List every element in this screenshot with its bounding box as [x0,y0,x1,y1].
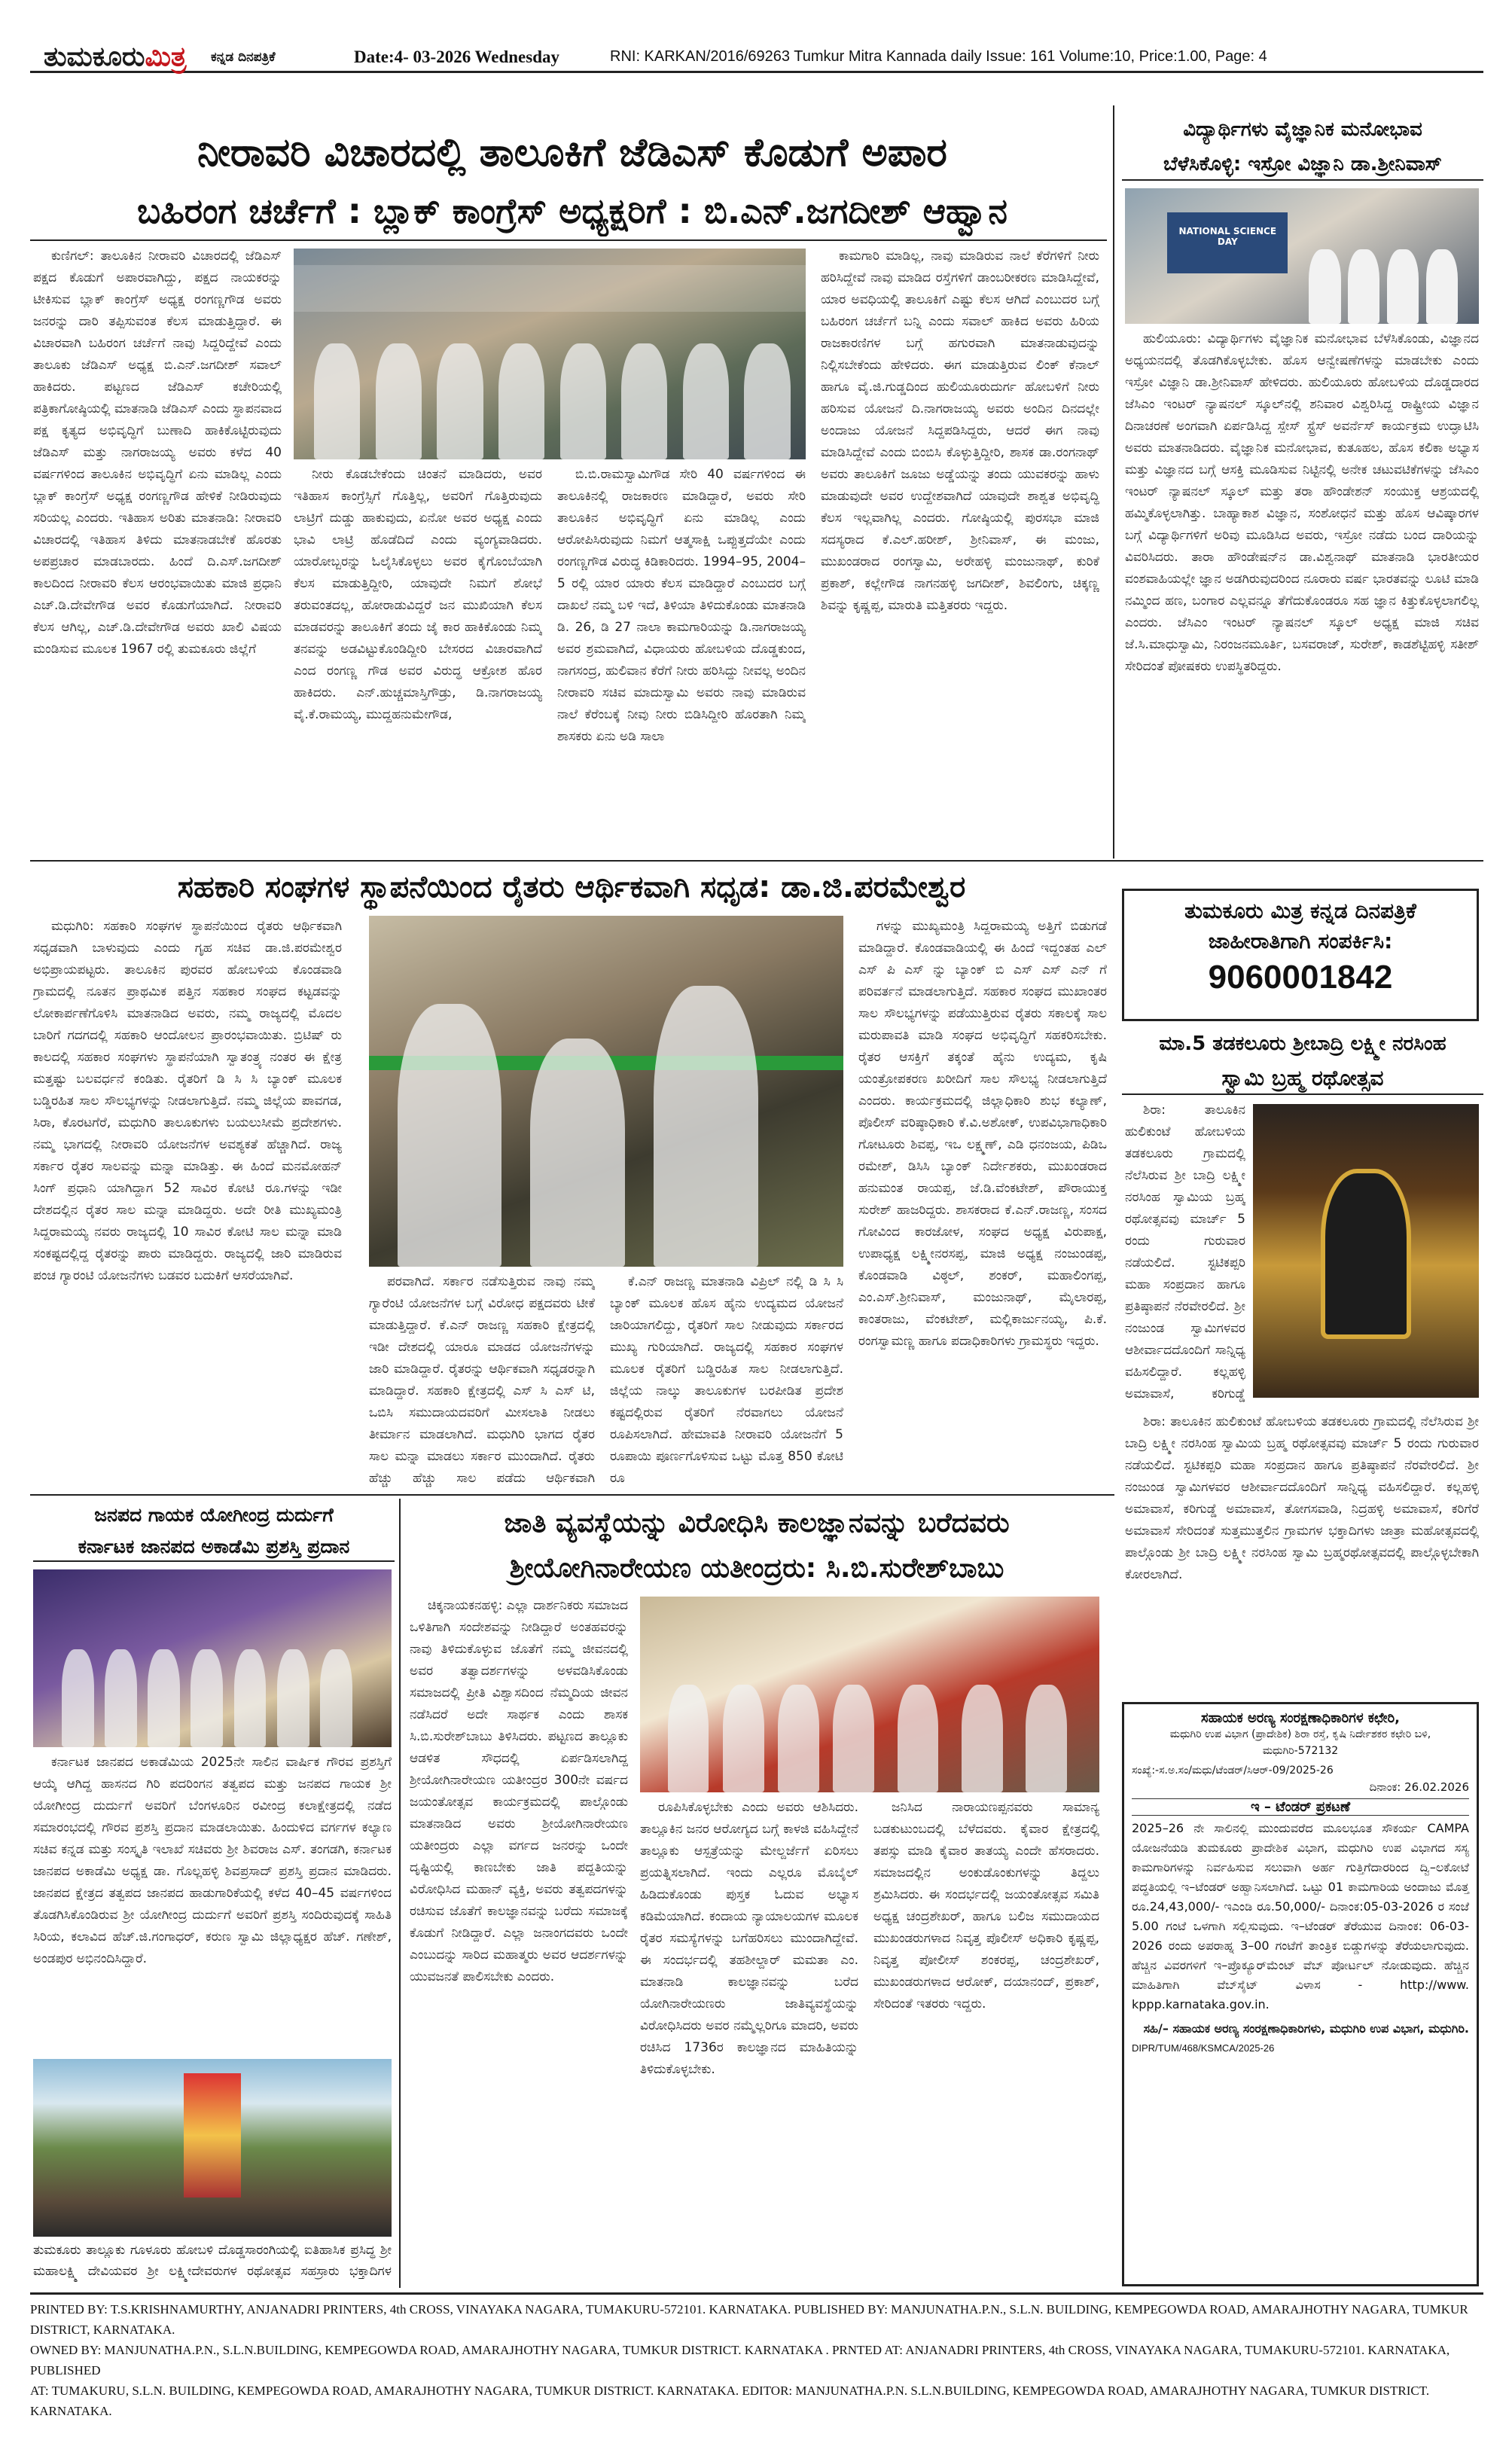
advertisement-box [1122,889,1479,1021]
rni-line: RNI: KARKAN/2016/69263 Tumkur Mitra Kannada daily Issue: 161 Volume:10, Price:1.00, Page: 4 [610,48,1267,65]
story2-column-right-text: ಗಳನ್ನು ಮುಖ್ಯಮಂತ್ರಿ ಸಿದ್ದರಾಮಯ್ಯ ಅತ್ತಿಗೆ ಬಿಡುಗಡೆ ಮಾಡಿದ್ದಾರೆ. ಕೊಂಡವಾಡಿಯಲ್ಲಿ ಈ ಹಿಂದೆ ಇದ್ದಂತಹ ಎಲ್ ಎಸ್ ಪಿ ಎಸ್ ನ್ನು ಬ್ಯಾಂಕ್ ಬಿ ಎಸ್ ಎಸ್ ಎನ್ ಗೆ ಪರಿವರ್ತನೆ ಮಾಡಲಾಗುತ್ತಿದೆ. ಸಹಕಾರ ಸಂಘದ ಮುಖಾಂತರ ಸಾಲ ಸೌಲಭ್ಯಗಳನ್ನು ಪಡೆಯುತ್ತಿರುವ ರೈತರು ಸಕಾಲಕ್ಕೆ ಸಾಲ ಮರುಪಾವತಿ ಮಾಡಿ ಸಂಘದ ಅಭಿವೃದ್ಧಿಗೆ ಸಹಕರಿಸಬೇಕು. ರೈತರ ಆಸಕ್ತಿಗೆ ತಕ್ಕಂತೆ ಹೈನು ಉದ್ಯಮ, ಕೃಷಿ ಯಂತ್ರೋಪಕರಣ ಖರೀದಿಗೆ ಸಾಲ ಸೌಲಭ್ಯ ನೀಡಲಾಗುತ್ತಿದೆ ಎಂದರು. ಕಾರ್ಯಕ್ರಮದಲ್ಲಿ ಜಿಲ್ಲಾಧಿಕಾರಿ ಶುಭ ಕಲ್ಯಾಣ್, ಪೊಲೀಸ್ ವರಿಷ್ಠಾಧಿಕಾರಿ ಕೆ.ವಿ.ಅಶೋಕ್, ಉಪವಿಭಾಗಾಧಿಕಾರಿ ಗೋಟೂರು ಶಿವಪ್ಪ, ಇಒ ಲಕ್ಷ್ಮಣ್, ಎಡಿ ಧನಂಜಯ, ಪಿಡಿಒ ರಮೇಶ್, ಡಿಸಿಸಿ ಬ್ಯಾಂಕ್ ನಿರ್ದೇಶಕರು, ಮುಖಂಡರಾದ ಹನುಮಂತ ರಾಯಪ್ಪ, ಜೆ.ಡಿ.ವೆಂಕಟೇಶ್, ಪೌರಾಯುಕ್ತ ಸುರೇಶ್ ಹಾಜರಿದ್ದರು. ಶಾಸಕರಾದ ಕೆ.ಎನ್.ರಾಜಣ್ಣ, ಸಂಸದ ಗೋವಿಂದ ಕಾರಜೋಳ, ಸಂಘದ ಅಧ್ಯಕ್ಷ ವಿರುಪಾಕ್ಷ, ಉಪಾಧ್ಯಕ್ಷ ಲಕ್ಷ್ಮೀನರಸಪ್ಪ, ಮಾಜಿ ಅಧ್ಯಕ್ಷ ನಂಜುಂಡಪ್ಪ, ಕೊಂಡವಾಡಿ ವಿಠ್ಠಲ್, ಶಂಕರ್, ಮಹಾಲಿಂಗಪ್ಪ, ಎಂ.ಎಸ್.ಶ್ರೀನಿವಾಸ್, ಮಂಜುನಾಥ್, ಮೈಲಾರಪ್ಪ, ಕಾಂತರಾಜು, ವೆಂಕಟೇಶ್, ಮಲ್ಲಿಕಾರ್ಜುನಯ್ಯ, ಪಿ.ಕೆ. ರಂಗಸ್ವಾಮಣ್ಣ ಹಾಗೂ ಪದಾಧಿಕಾರಿಗಳು ಗ್ರಾಮಸ್ಥರು ಇದ್ದರು. [858,919,1107,1349]
story1-column-2-text: ನೀರು ಕೊಡಬೇಕೆಂದು ಚಿಂತನೆ ಮಾಡಿದರು, ಅವರ ಇತಿಹಾಸ ಕಾಂಗ್ರೆಸ್ಸಿಗೆ ಗೊತ್ತಿಲ್ಲ, ಅವರಿಗೆ ಗೊತ್ತಿರುವುದು ಲಾಟ್ರಿಗೆ ದುಡ್ಡು ಹಾಕುವುದು, ಏನೋ ಅವರ ಅಧ್ಯಕ್ಷ ಎಂದು ಭಾವಿ ಲಾಟ್ರಿ ಹೊಡೆದಿದೆ ಎಂದು ವ್ಯಂಗ್ಯವಾಡಿದರು. ಯಾರೋಬ್ಬರನ್ನು ಓಲೈಸಿಕೊಳ್ಳಲು ಅವರ ಕೈಗೊಂಬೆಯಾಗಿ ಕೆಲಸ ಮಾಡುತ್ತಿದ್ದೀರಿ, ಯಾವುದೇ ನಿಮಗೆ ಶೋಭೆ ತರುವಂತದಲ್ಲ, ಹೋರಾಡುವಿದ್ದರೆ ಜನ ಮುಖಿಯಾಗಿ ಕೆಲಸ ಮಾಡವರನ್ನು ತಾಲೂಕಿಗೆ ತಂದು ಜೈ ಕಾರ ಹಾಕಿಕೊಂಡು ನಿಮ್ಮ ತನವನ್ನು ಅಡವಿಟ್ಟುಕೊಂಡಿದ್ದೀರಿ ಬೇಸರದ ವಿಚಾರವಾಗಿದೆ ಎಂದ ರಂಗಣ್ಣ ಗೌಡ ಅವರ ವಿರುದ್ಧ ಆಕ್ರೋಶ ಹೊರ ಹಾಕಿದರು. ಎನ್.ಹುಚ್ಚಮಾಸ್ತಿಗೌಡ್ರು, ಡಿ.ನಾಗರಾಜಯ್ಯ ವೈ.ಕೆ.ರಾಮಯ್ಯ, ಮುದ್ದಹನುಮೇಗೌಡ, [294,467,542,722]
chariot-festival-caption: ತುಮಕೂರು ತಾಲ್ಲೂಕು ಗೂಳೂರು ಹೋಬಳಿ ದೊಡ್ಡಸಾರಂಗಿಯಲ್ಲಿ ಐತಿಹಾಸಿಕ ಪ್ರಸಿದ್ಧ ಶ್ರೀ ಮಹಾಲಕ್ಷ್ಮಿ ದೇವಿಯವರ ಶ್ರೀ ಲಕ್ಷ್ಮೀದೇವರುಗಳ ರಥೋತ್ಸವ ಸಹಸ್ರಾರು ಭಕ್ತಾದಿಗಳ [33,2243,392,2279]
notice-heading: ಇ – ಟೆಂಡರ್ ಪ್ರಕಟಣೆ [1132,1798,1469,1816]
imprint-line-1: PRINTED BY: T.S.KRISHNAMURTHY, ANJANADRI PRINTERS, 4th CROSS, VINAYAKA NAGARA, TUMAKURU-572101. KARNATAKA. PUBLISHED BY: MANJUNATHA.P.N., S.L.N. BUILDING, KEMPEGOWDA ROAD, AMARAJHOTHY NAGARA, TUMKUR DISTRICT, KARNATAKA. [30,2302,1468,2337]
story5-text-wide-body: ಶಿರಾ: ತಾಲೂಕಿನ ಹುಲಿಕುಂಟೆ ಹೋಬಳಿಯ ತಡಕಲೂರು ಗ್ರಾಮದಲ್ಲಿ ನೆಲೆಸಿರುವ ಶ್ರೀ ಬಾದ್ರಿ ಲಕ್ಷ್ಮೀ ನರಸಿಂಹ ಸ್ವಾಮಿಯ ಬ್ರಹ್ಮ ರಥೋತ್ಸವವು ಮಾರ್ಚ್ 5 ರಂದು ಗುರುವಾರ ನಡೆಯಲಿದೆ. ಸ್ಟಟಿಕಪ್ಪರಿ ಮಹಾ ಸಂಪ್ರದಾನ ಹಾಗೂ ಪ್ರತಿಷ್ಠಾಪನೆ ನೆರವೇರಲಿದೆ. ಶ್ರೀ ನಂಜುಂಡ ಸ್ವಾಮಿಗಳವರ ಆಶೀರ್ವಾದದೊಂದಿಗೆ ಸಾನ್ನಿಧ್ಯ ವಹಿಸಲಿದ್ದಾರೆ. ಕಲ್ಲಹಳ್ಳಿ ಅಮಾವಾಸೆ, ಕರಿಗುಡ್ಡೆ ಅಮಾವಾಸೆ, ತೋಗಸವಾಡಿ, ನಿದ್ರಹಳ್ಳಿ ಅಮಾವಾಸೆ, ಕರಿಗೆರೆ ಅಮಾವಾಸೆ ಸೇರಿದಂತೆ ಸುತ್ತಮುತ್ತಲಿನ ಗ್ರಾಮಗಳ ಭಕ್ತಾದಿಗಳು ಜಾತ್ರಾ ಮಹೋತ್ಸವದಲ್ಲಿ ಪಾಲ್ಗೊಂಡು ಶ್ರೀ ಬಾದ್ರಿ ಲಕ್ಷ್ಮೀ ನರಸಿಂಹ ಸ್ವಾಮಿ ಬ್ರಹ್ಮರಥೋತ್ಸವದಲ್ಲಿ ಪಾಲ್ಗೊಳ್ಳಬೇಕಾಗಿ ಕೋರಲಾಗಿದೆ. [1125,1414,1479,1582]
story2-under-photo-b [610,1271,843,1490]
logo-main-text: ತುಮಕೂರು [44,41,145,72]
story5-text-narrow-body: ಶಿರಾ: ತಾಲೂಕಿನ ಹುಲಿಕುಂಟೆ ಹೋಬಳಿಯ ತಡಕಲೂರು ಗ್ರಾಮದಲ್ಲಿ ನೆಲೆಸಿರುವ ಶ್ರೀ ಬಾದ್ರಿ ಲಕ್ಷ್ಮೀ ನರಸಿಂಹ ಸ್ವಾಮಿಯ ಬ್ರಹ್ಮ ರಥೋತ್ಸವವು ಮಾರ್ಚ್ 5 ರಂದು ಗುರುವಾರ ನಡೆಯಲಿದೆ. ಸ್ಟಟಿಕಪ್ಪರಿ ಮಹಾ ಸಂಪ್ರದಾನ ಹಾಗೂ ಪ್ರತಿಷ್ಠಾಪನೆ ನೆರವೇರಲಿದೆ. ಶ್ರೀ ನಂಜುಂಡ ಸ್ವಾಮಿಗಳವರ ಆಶೀರ್ವಾದದೊಂದಿಗೆ ಸಾನ್ನಿಧ್ಯ ವಹಿಸಲಿದ್ದಾರೆ. ಕಲ್ಲಹಳ್ಳಿ ಅಮಾವಾಸೆ, ಕರಿಗುಡ್ಡೆ [1125,1103,1245,1402]
story2-column-left [33,916,342,1488]
notice-dipr-code: DIPR/TUM/468/KSMCA/2025-26 [1132,2042,1275,2054]
story4-column-2 [640,1797,858,2285]
notice-date: ದಿನಾಂಕ: 26.02.2026 [1369,1780,1469,1794]
story2-headline: ಸಹಕಾರಿ ಸಂಘಗಳ ಸ್ಥಾಪನೆಯಿಂದ ರೈತರು ಆರ್ಥಿಕವಾಗಿ ಸಧೃಡ: ಡಾ.ಜಿ.ಪರಮೇಶ್ವರ [177,870,966,904]
sidebar1-headline-2: ಬೆಳೆಸಿಕೊಳ್ಳಿ: ಇಸ್ರೋ ವಿಜ್ಞಾನಿ ಡಾ.ಶ್ರೀನಿವಾಸ್ [1122,148,1483,181]
logo-accent-text: ಮಿತ್ರ [145,41,187,72]
story3-text [33,1752,392,2053]
divider [30,860,1483,862]
logo-subtitle: ಕನ್ನಡ ದಿನಪತ್ರಿಕೆ [211,50,276,65]
story4-column-3 [873,1797,1099,2285]
story1-column-4-text: ಕಾಮಗಾರಿ ಮಾಡಿಲ್ಲ, ನಾವು ಮಾಡಿರುವ ನಾಲೆ ಕೆರೆಗಳಿಗೆ ನೀರು ಹರಿಸಿದ್ದೇವೆ ನಾವು ಮಾಡಿದ ರಸ್ತೆಗಳಿಗೆ ಡಾಂಬರೀಕರಣ ಮಾಡಿಸಿದ್ದೇವೆ, ಯಾರ ಅವಧಿಯಲ್ಲಿ ತಾಲೂಕಿಗೆ ಎಷ್ಟು ಕೆಲಸ ಆಗಿದೆ ಎಂಬುದರ ಬಗ್ಗೆ ಬಹಿರಂಗ ಚರ್ಚೆಗೆ ಬನ್ನಿ ಎಂದು ಸವಾಲ್ ಹಾಕಿದ ಅವರು ಹಿರಿಯ ರಾಜಕಾರಣಿಗಳ ಬಗ್ಗೆ ಹಗುರವಾಗಿ ಮಾತನಾಡುವುದನ್ನು ನಿಲ್ಲಿಸಬೇಕೆಂದು ಹೇಳಿದರು. ಈಗ ಮಾಡುತ್ತಿರುವ ಲಿಂಕ್ ಕೆನಾಲ್ ಹಾಗೂ ವೈ.ಜಿ.ಗುಡ್ಡದಿಂದ ಹುಲಿಯೂರುದುರ್ಗ ಹೋಬಳಿಗೆ ನೀರು ಹರಿಸುವ ಯೋಜನೆ ದಿ.ನಾಗರಾಜಯ್ಯ ಅವರು ಅಂದಿನ ದಿನದಲ್ಲೇ ಅಂದಾಜು ಯೋಜನೆ ಸಿದ್ದಪಡಿಸಿದ್ದರು, ಆದರೆ ಈಗ ನಾವು ಮಾಡಿಸಿದ್ದೇವೆ ಎಂದು ಬಿಂಬಿಸಿ ಕೊಳ್ಳುತ್ತಿದ್ದೀರಿ, ಶಾಸಕ ಡಾ.ರಂಗನಾಥ್ ಅವರು ತಾಲೂಕಿಗೆ ಜೂಜು ಅಡ್ಡೆಯನ್ನು ತಂದು ಯುವಕರನ್ನು ಹಾಳು ಮಾಡುವುದೇ ಅವರ ಉದ್ದೇಶವಾಗಿದೆ ಯಾವುದೇ ಶಾಶ್ವತ ಅಭಿವೃದ್ಧಿ ಕೆಲಸ ಇಲ್ಲವಾಗಿಲ್ಲ ಎಂದರು. ಗೋಷ್ಠಿಯಲ್ಲಿ ಪುರಸಭಾ ಮಾಜಿ ಸದಸ್ಯರಾದ ಕೆ.ಎಲ್.ಹರೀಶ್, ಶ್ರೀನಿವಾಸ್, ಈ ಮಂಜು, ಮುಖಂಡರಾದ ರಂಗಸ್ವಾಮಿ, ಅರೇಹಳ್ಳಿ ಮಂಜುನಾಥ್, ಕುರಿಕೆ ಪ್ರಕಾಶ್, ಕಲ್ಲೇಗೌಡ ನಾಗನಹಳ್ಳಿ ಜಗದೀಶ್, ಶಿವಲಿಂಗು, ಚಿಕ್ಕಣ್ಣ ಶಿವನ್ನು ಕೃಷ್ಣಪ್ಪ, ಮಾರುತಿ ಮತ್ತಿತರರು ಇದ್ದರು. [821,249,1099,613]
story1-column-2 [294,464,542,856]
story1-headline-1: ನೀರಾವರಿ ವಿಚಾರದಲ್ಲಿ ತಾಲೂಕಿಗೆ ಜೆಡಿಎಸ್ ಕೊಡುಗೆ ಅಪಾರ [197,130,947,175]
story1-column-1-text: ಕುಣಿಗಲ್: ತಾಲೂಕಿನ ನೀರಾವರಿ ವಿಚಾರದಲ್ಲಿ ಜೆಡಿಎಸ್ ಪಕ್ಷದ ಕೊಡುಗೆ ಅಪಾರವಾಗಿದ್ದು, ಪಕ್ಷದ ನಾಯಕರನ್ನು ಟೀಕಿಸುವ ಬ್ಲಾಕ್ ಕಾಂಗ್ರೆಸ್ ಅಧ್ಯಕ್ಷ ರಂಗಣ್ಣಗೌಡ ಅವರು ಜನರನ್ನು ದಾರಿ ತಪ್ಪಿಸುವಂತ ಕೆಲಸ ಮಾಡುತ್ತಿದ್ದಾರೆ. ಈ ವಿಚಾರವಾಗಿ ಬಹಿರಂಗ ಚರ್ಚೆಗೆ ನಾವು ಸಿದ್ದರಿದ್ದೇವೆ ಎಂದು ತಾಲೂಕು ಜೆಡಿಎಸ್ ಅಧ್ಯಕ್ಷ ಬಿ.ಎನ್.ಜಗದೀಶ್ ಸವಾಲ್ ಹಾಕಿದರು. ಪಟ್ಟಣದ ಜೆಡಿಎಸ್ ಕಚೇರಿಯಲ್ಲಿ ಪತ್ರಿಕಾಗೋಷ್ಠಿಯಲ್ಲಿ ಮಾತನಾಡಿ ಜೆಡಿಎಸ್ ಎಂದು ಸ್ಥಾಪನವಾದ ಪಕ್ಷ ಕೃತ್ಯದ ಅಭಿವೃದ್ಧಿಗೆ ಬುಣಾದಿ ಹಾಕಿಕೊಟ್ಟಿರುವುದು ಜೆಡಿಎಸ್ ಮತ್ತು ನಾಗರಾಜಯ್ಯ ಅವರು ಕಳೆದ 40 ವರ್ಷಗಳಿಂದ ತಾಲೂಕಿನ ಅಭಿವೃದ್ಧಿಗೆ ಏನು ಮಾಡಿಲ್ಲ ಎಂದು ಬ್ಲಾಕ್ ಕಾಂಗ್ರೆಸ್ ಅಧ್ಯಕ್ಷ ರಂಗಣ್ಣಗೌಡ ಹೇಳಿಕೆ ನೀಡಿರುವುದು ಸರಿಯಲ್ಲ ಎಂದರು. ಇತಿಹಾಸ ಅರಿತು ಮಾತನಾಡಿ: ನೀರಾವರಿ ವಿಚಾರದಲ್ಲಿ ಇತಿಹಾಸ ತಿಳಿದು ಮಾತನಾಡಬೇಕೆ ಹೊರತು ಅಪಪ್ರಚಾರ ಮಾಡಬಾರದು. ಹಿಂದೆ ದಿ.ಎಸ್.ಜಗದೀಶ್ ಕಾಲದಿಂದ ನೀರಾವರಿ ಕೆಲಸ ಆರಂಭವಾಯಿತು ಮಾಜಿ ಪ್ರಧಾನಿ ಎಚ್.ಡಿ.ದೇವೇಗೌಡ ಅವರ ಕೊಡುಗೆಯಾಗಿದೆ. ನೀರಾವರಿ ಕೆಲಸ ಆಗಿಲ್ಲ, ಎಚ್.ಡಿ.ದೇವೇಗೌಡ ಅವರು ಖಾಲಿ ವಿಷಯ ಮಂಡಿಸುವ ಮೂಲಕ 1967 ರಲ್ಲಿ ತುಮಕೂರು ಜಿಲ್ಲೆಗೆ [33,249,282,657]
story4-column-1 [410,1595,628,2285]
story4-headline-1: ಜಾತಿ ವ್ಯವಸ್ಥೆಯನ್ನು ವಿರೋಧಿಸಿ ಕಾಲಜ್ಞಾನವನ್ನು ಬರೆದವರು [504,1508,1010,1539]
newspaper-logo [44,41,186,73]
deity-photo [1253,1104,1479,1398]
story4-headline-2: ಶ್ರೀಯೋಗಿನಾರೇಯಣ ಯತೀಂದ್ರರು: ಸಿ.ಬಿ.ಸುರೇಶ್‌ಬಾಬು [509,1553,1004,1584]
sidebar1-photo [1125,188,1479,324]
story2-photo [369,916,843,1267]
masthead [30,39,1483,73]
ad-subtitle: ಜಾಹೀರಾತಿಗಾಗಿ ಸಂಪರ್ಕಿಸಿ: [1208,929,1393,953]
story1-headline-2: ಬಹಿರಂಗ ಚರ್ಚೆಗೆ : ಬ್ಲಾಕ್ ಕಾಂಗ್ರೆಸ್ ಅಧ್ಯಕ್ಷರಿಗೆ : ಬಿ.ಎನ್.ಜಗದೀಶ್ ಆಹ್ವಾನ [137,191,1007,231]
story2-under-photo-b-text: ಕೆ.ಎನ್ ರಾಜಣ್ಣ ಮಾತನಾಡಿ ವಿಪ್ರಿಲ್ ನಲ್ಲಿ ಡಿ ಸಿ ಸಿ ಬ್ಯಾಂಕ್ ಮೂಲಕ ಹೊಸ ಹೈನು ಉದ್ಯಮದ ಯೋಜನೆ ಜಾರಿಯಾಗಲಿದ್ದು, ರೈತರಿಗೆ ಸಾಲ ನೀಡುವುದು ಸರ್ಕಾರದ ಮುಖ್ಯ ಗುರಿಯಾಗಿದೆ. ರಾಜ್ಯದಲ್ಲಿ ಸಹಕಾರ ಸಂಘಗಳ ಮೂಲಕ ರೈತರಿಗೆ ಬಡ್ಡಿರಹಿತ ಸಾಲ ನೀಡಲಾಗುತ್ತಿದೆ. ಜಿಲ್ಲೆಯ ನಾಲ್ಕು ತಾಲೂಕುಗಳ ಬರಪೀಡಿತ ಪ್ರದೇಶ ಕಷ್ಟದಲ್ಲಿರುವ ರೈತರಿಗೆ ನೆರವಾಗಲು ಯೋಜನೆ ರೂಪಿಸಲಾಗಿದೆ. ಹೇಮಾವತಿ ನೀರಾವರಿ ಯೋಜನೆಗೆ 5 ರೂಪಾಯಿ ಪೂರ್ಣಗೊಳಿಸುವ ಒಟ್ಟು ಮೊತ್ತ 850 ಕೋಟಿ ರೂ [610,1274,843,1486]
notice-reference: ಸಂಖ್ಯೆ:-ಸ.ಅ.ಸಂ/ಮಧು/ಟೆಂಡರ್/ಸಿಆರ್-09/2025-26 [1132,1764,1334,1777]
story1-photo [294,249,806,459]
story4-column-2-text: ರೂಪಿಸಿಕೊಳ್ಳಬೇಕು ಎಂದು ಅವರು ಆಶಿಸಿದರು. ತಾಲ್ಲೂಕಿನ ಜನರ ಆರೋಗ್ಯದ ಬಗ್ಗೆ ಕಾಳಜಿ ವಹಿಸಿದ್ದೇನೆ ತಾಲ್ಲೂಕು ಆಸ್ಪತ್ರೆಯನ್ನು ಮೇಲ್ದರ್ಜೆಗೆ ಏರಿಸಲು ಪ್ರಯತ್ನಿಸಲಾಗಿದೆ. ಇಂದು ಎಲ್ಲರೂ ಮೊಬೈಲ್ ಹಿಡಿದುಕೊಂಡು ಪುಸ್ತಕ ಓದುವ ಅಭ್ಯಾಸ ಕಡಿಮೆಯಾಗಿದೆ. ಕಂದಾಯ ನ್ಯಾಯಾಲಯಗಳ ಮೂಲಕ ರೈತರ ಸಮಸ್ಯೆಗಳನ್ನು ಬಗೆಹರಿಸಲು ಮುಂದಾಗಿದ್ದೇವೆ. ಈ ಸಂದರ್ಭದಲ್ಲಿ ತಹಶೀಲ್ದಾರ್ ಮಮತಾ ಎಂ. ಮಾತನಾಡಿ ಕಾಲಜ್ಞಾನವನ್ನು ಬರೆದ ಯೋಗಿನಾರೇಯಣರು ಜಾತಿವ್ಯವಸ್ಥೆಯನ್ನು ವಿರೋಧಿಸಿದರು ಅವರ ನಮ್ಮೆಲ್ಲರಿಗೂ ಮಾದರಿ, ಅವರು ರಚಿಸಿದ 1736ರ ಕಾಲಜ್ಞಾನದ ಮಾಹಿತಿಯನ್ನು ತಿಳಿದುಕೊಳ್ಳಬೇಕು. [640,1800,858,2077]
imprint-footer [30,2292,1483,2421]
story5-headline-1: ಮಾ.5 ತಡಕಲೂರು ಶ್ರೀಬಾದ್ರಿ ಲಕ್ಷ್ಮೀ ನರಸಿಂಹ [1159,1032,1446,1055]
story3-headline-1: ಜನಪದ ಗಾಯಕ ಯೋಗೀಂದ್ರ ದುರ್ದುಗೆ [94,1504,334,1526]
story1-column-4 [821,246,1099,856]
story2-column-right [858,916,1107,1488]
notice-signature: ಸಹಿ/– ಸಹಾಯಕ ಅರಣ್ಯ ಸಂರಕ್ಷಣಾಧಿಕಾರಿಗಳು, ಮಧುಗಿರಿ ಉಪ ವಿಭಾಗ, ಮಧುಗಿರಿ. [1143,2021,1469,2036]
tender-notice [1122,1702,1479,2286]
notice-office: ಸಹಾಯಕ ಅರಣ್ಯ ಸಂರಕ್ಷಣಾಧಿಕಾರಿಗಳ ಕಛೇರಿ, [1201,1710,1400,1726]
imprint-line-3: AT: TUMAKURU, S.L.N. BUILDING, KEMPEGOWDA ROAD, AMARAJHOTHY NAGARA, TUMKUR DISTRICT. KARNATAKA. EDITOR: MANJUNATHA.P.N. S.L.N.BUILDING, KEMPEGOWDA ROAD, AMARAJHOTHY NAGARA, TUMKUR DISTRICT. KARNATAKA. [30,2384,1430,2418]
sidebar-divider [1113,105,1114,859]
ad-phone-number[interactable]: 9060001842 [1208,959,1393,996]
story1-column-3-text: ಬಿ.ಬಿ.ರಾಮಸ್ವಾಮಿಗೌಡ ಸೇರಿ 40 ವರ್ಷಗಳಿಂದ ಈ ತಾಲೂಕಿನಲ್ಲಿ ರಾಜಕಾರಣ ಮಾಡಿದ್ದಾರೆ, ಅವರು ಸೇರಿ ತಾಲೂಕಿನ ಅಭಿವೃದ್ಧಿಗೆ ಏನು ಮಾಡಿಲ್ಲ ಎಂದು ಆರೋಪಿಸಿರುವುದು ನಿಮಗೆ ಆತ್ಮಸಾಕ್ಷಿ ಒಪ್ಪುತ್ತದೆಯೇ ಎಂದು ರಂಗಣ್ಣಗೌಡ ವಿರುದ್ಧ ಕಿಡಿಕಾರಿದರು. 1994–95, 2004–5 ರಲ್ಲಿ ಯಾರ ಯಾರು ಕೆಲಸ ಮಾಡಿದ್ದಾರೆ ಎಂಬುದರ ಬಗ್ಗೆ ದಾಖಲೆ ನಮ್ಮ ಬಳಿ ಇದೆ, ತಿಳಿಯಾ ತಿಳಿದುಕೊಂಡು ಮಾತನಾಡಿ ಡಿ. 26, ಡಿ 27 ನಾಲಾ ಕಾಮಗಾರಿಯನ್ನು ಡಿ.ನಾಗರಾಜಯ್ಯ ಅವರ ಶ್ರಮವಾಗಿದೆ, ವಿಧಾಯರು ಹೋಬಳಿಯ ದೊಡ್ಡಕುಂದ, ನಾಗಸಂದ್ರ, ಹುಲಿವಾನ ಕೆರೆಗೆ ನೀರು ಹರಿಸಿದ್ದು ನೀವಲ್ಲ ಅಂದಿನ ನೀರಾವರಿ ಸಚಿವ ಮಾದುಸ್ವಾಮಿ ಅವರು ನಾವು ಮಾಡಿರುವ ನಾಲೆ ಕೆರೆಂಬಕ್ಕೆ ನೀವು ನೀರು ಬಿಡಿಸಿದ್ದೀರಿ ಹೊರತಾಗಿ ನಿಮ್ಮ ಶಾಸಕರು ಏನು ಅಡಿ ಸಾಲಾ [557,467,806,744]
award-photo [33,1569,392,1747]
story2-under-photo-a-text: ಪರವಾಗಿದೆ. ಸರ್ಕಾರ ನಡೆಸುತ್ತಿರುವ ನಾವು ನಮ್ಮ ಗ್ಯಾರೆಂಟಿ ಯೋಜನೆಗಳ ಬಗ್ಗೆ ವಿರೋಧ ಪಕ್ಷದವರು ಟೀಕೆ ಮಾಡುತ್ತಿದ್ದಾರೆ. ಕೆ.ಎನ್ ರಾಜಣ್ಣ ಸಹಕಾರಿ ಕ್ಷೇತ್ರದಲ್ಲಿ ಇಡೀ ದೇಶದಲ್ಲಿ ಯಾರೂ ಮಾಡದ ಯೋಜನೆಗಳನ್ನು ಜಾರಿ ಮಾಡಿದ್ದಾರೆ. ರೈತರನ್ನು ಆರ್ಥಿಕವಾಗಿ ಸಧೃಡರನ್ನಾಗಿ ಮಾಡಿದ್ದಾರೆ. ಸಹಕಾರಿ ಕ್ಷೇತ್ರದಲ್ಲಿ ಎಸ್ ಸಿ ಎಸ್ ಟಿ, ಒಬಿಸಿ ಸಮುದಾಯದವರಿಗೆ ಮೀಸಲಾತಿ ನೀಡಲು ತೀರ್ಮಾನ ಮಾಡಲಾಗಿದೆ. ಮಧುಗಿರಿ ಭಾಗದ ರೈತರ ಸಾಲ ಮನ್ನಾ ಮಾಡಲು ಸರ್ಕಾರ ಮುಂದಾಗಿದೆ. ರೈತರು ಹೆಚ್ಚು ಹೆಚ್ಚು ಸಾಲ ಪಡೆದು ಆರ್ಥಿಕವಾಗಿ [369,1274,595,1486]
story4-photo [640,1597,1099,1792]
issue-date: Date:4- 03-2026 Wednesday [354,47,560,66]
story4-column-3-text: ಜನಿಸಿದ ನಾರಾಯಣಪ್ಪನವರು ಸಾಮಾನ್ಯ ಬಡಕುಟುಂಬದಲ್ಲಿ ಬೆಳೆದವರು. ಕೈವಾರ ಕ್ಷೇತ್ರದಲ್ಲಿ ತಪಸ್ಸು ಮಾಡಿ ಕೈವಾರ ತಾತಯ್ಯ ಎಂದೇ ಹೆಸರಾದರು. ಸಮಾಜದಲ್ಲಿನ ಅಂಕುಡೊಂಕುಗಳನ್ನು ತಿದ್ದಲು ಶ್ರಮಿಸಿದರು. ಈ ಸಂದರ್ಭದಲ್ಲಿ ಜಯಂತೋತ್ಸವ ಸಮಿತಿ ಅಧ್ಯಕ್ಷ ಚಂದ್ರಶೇಖರ್, ಹಾಗೂ ಬಲಿಜ ಸಮುದಾಯದ ಮುಖಂಡರುಗಳಾದ ನಿವೃತ್ತ ಪೊಲೀಸ್ ಅಧಿಕಾರಿ ಕೃಷ್ಣಪ್ಪ, ನಿವೃತ್ತ ಪೋಲೀಸ್ ಶಂಕರಪ್ಪ, ಚಂದ್ರಶೇಖರ್, ಮುಖಂಡರುಗಳಾದ ಆರೋಕ್, ದಯಾನಂದ್, ಪ್ರಕಾಶ್, ಸೇರಿದಂತೆ ಇತರರು ಇದ್ದರು. [873,1800,1099,2012]
story2-column-left-text: ಮಧುಗಿರಿ: ಸಹಕಾರಿ ಸಂಘಗಳ ಸ್ಥಾಪನೆಯಿಂದ ರೈತರು ಆರ್ಥಿಕವಾಗಿ ಸಧೃಡವಾಗಿ ಬಾಳುವುದು ಎಂದು ಗೃಹ ಸಚಿವ ಡಾ.ಜಿ.ಪರಮೇಶ್ವರ ಅಭಿಪ್ರಾಯಪಟ್ಟರು. ತಾಲೂಕಿನ ಪುರವರ ಹೋಬಳಿಯ ಕೊಂಡವಾಡಿ ಗ್ರಾಮದಲ್ಲಿ ನೂತನ ಪ್ರಾಥಮಿಕ ಪತ್ತಿನ ಸಹಕಾರ ಸಂಘದ ಕಟ್ಟಡವನ್ನು ಲೋಕಾರ್ಪಣೆಗೊಳಿಸಿ ಮಾತನಾಡಿದ ಅವರು, ನಮ್ಮ ರಾಜ್ಯದಲ್ಲಿ ಮೊದಲ ಬಾರಿಗೆ ಗದಗದಲ್ಲಿ ಸಹಕಾರಿ ಆಂದೋಲನ ಪ್ರಾರಂಭವಾಯಿತು. ಬ್ರಿಟಿಷ್ ರು ಕಾಲದಲ್ಲಿ ಸಹಕಾರ ಸಂಘಗಳು ಸ್ಥಾಪನೆಯಾಗಿ ಸ್ವಾತಂತ್ರ್ಯ ನಂತರ ಈ ಕ್ಷೇತ್ರ ಮತ್ತಷ್ಟು ಬಲವರ್ಧನೆ ಕಂಡಿತು. ರೈತರಿಗೆ ಡಿ ಸಿ ಸಿ ಬ್ಯಾಂಕ್ ಮೂಲಕ ಬಡ್ಡಿರಹಿತ ಸಾಲ ಸೌಲಭ್ಯಗಳನ್ನು ನೀಡಲಾಗುತ್ತಿದೆ. ನಮ್ಮ ಜಿಲ್ಲೆಯ ಪಾವಗಡ, ಸಿರಾ, ಕೊರಟಗೆರೆ, ಮಧುಗಿರಿ ತಾಲೂಕುಗಳು ಬಯಲುಸೀಮೆ ಪ್ರದೇಶಗಳು. ನಮ್ಮ ಭಾಗದಲ್ಲಿ ನೀರಾವರಿ ಯೋಜನೆಗಳ ಅವಶ್ಯಕತೆ ಹೆಚ್ಚಾಗಿದೆ. ರಾಜ್ಯ ಸರ್ಕಾರ ರೈತರ ಸಾಲವನ್ನು ಮನ್ನಾ ಮಾಡಿತ್ತು. ಈ ಹಿಂದೆ ಮನಮೋಹನ್ ಸಿಂಗ್ ಪ್ರಧಾನಿ ಯಾಗಿದ್ದಾಗ 52 ಸಾವಿರ ಕೋಟಿ ರೂ.ಗಳನ್ನು ಇಡೀ ದೇಶದಲ್ಲಿನ ರೈತರ ಸಾಲ ಮನ್ನಾ ಮಾಡಿದ್ದರು. ಅದೇ ರೀತಿ ಮುಖ್ಯಮಂತ್ರಿ ಸಿದ್ದರಾಮಯ್ಯ ನವರು ರಾಜ್ಯದಲ್ಲಿ 10 ಸಾವಿರ ಕೋಟಿ ಸಾಲ ಮನ್ನಾ ಮಾಡಿ ಸಂಕಷ್ಟದಲ್ಲಿದ್ದ ರೈತರನ್ನು ಪಾರು ಮಾಡಿದ್ದರು. ರಾಜ್ಯದಲ್ಲಿ ಜಾರಿ ಮಾಡಿರುವ ಪಂಚ ಗ್ಯಾರಂಟಿ ಯೋಜನೆಗಳು ಬಡವರ ಬದುಕಿಗೆ ಆಸರೆಯಾಗಿವೆ. [33,919,342,1283]
imprint-line-2: OWNED BY: MANJUNATHA.P.N., S.L.N.BUILDING, KEMPEGOWDA ROAD, AMARAJHOTHY NAGARA, TUMKUR DISTRICT. KARNATAKA . PRNTED AT: ANJANADRI PRINTERS, 4th CROSS, VINAYAKA NAGARA, TUMAKURU-572101. KARNATAKA, PUBLISHED [30,2343,1450,2378]
story3-text-body: ಕರ್ನಾಟಕ ಜಾನಪದ ಅಕಾಡೆಮಿಯ 2025ನೇ ಸಾಲಿನ ವಾರ್ಷಿಕ ಗೌರವ ಪ್ರಶಸ್ತಿಗೆ ಆಯ್ಕೆ ಆಗಿದ್ದ ಹಾಸನದ ಗಿರಿ ಪದರಿಂಗನ ತತ್ವಪದ ಮತ್ತು ಜನಪದ ಗಾಯಕ ಶ್ರೀ ಯೋಗೀಂದ್ರ ದುರ್ದುಗೆ ಅವರಿಗೆ ಬೆಂಗಳೂರಿನ ರವೀಂದ್ರ ಕಲಾಕ್ಷೇತ್ರದಲ್ಲಿ ನಡೆದ ಸಮಾರಂಭದಲ್ಲಿ ಗೌರವ ಪ್ರಶಸ್ತಿ ಪ್ರದಾನ ಮಾಡಲಾಯಿತು. ಹಿಂದುಳಿದ ವರ್ಗಗಳ ಕಲ್ಯಾಣ ಸಚಿವ ಕನ್ನಡ ಮತ್ತು ಸಂಸ್ಕೃತಿ ಇಲಾಖೆ ಸಚಿವರು ಶ್ರೀ ಶಿವರಾಜ ಎಸ್. ತಂಗಡಗಿ, ಕರ್ನಾಟಕ ಜಾನಪದ ಅಕಾಡೆಮಿ ಅಧ್ಯಕ್ಷ ಡಾ. ಗೊಲ್ಲಹಳ್ಳಿ ಶಿವಪ್ರಸಾದ್ ಪ್ರಶಸ್ತಿ ಪ್ರದಾನ ಮಾಡಿದರು. ಜಾನಪದ ಕ್ಷೇತ್ರದ ತತ್ವಪದ ಜಾನಪದ ಹಾಡುಗಾರಿಕೆಯಲ್ಲಿ ಕಳೆದ 40–45 ವರ್ಷಗಳಿಂದ ತೊಡಗಿಸಿಕೊಂಡಿರುವ ಶ್ರೀ ಯೋಗೀಂದ್ರ ದುರ್ದುಗೆ ಅವರಿಗೆ ಪ್ರಶಸ್ತಿ ಸಂದಿರುವುದಕ್ಕೆ ಸಾಹಿತಿ ಸಿರಿಯ, ಕಲಾವಿದ ಹೆಚ್.ಜಿ.ಗಂಗಾಧರ್, ಕರುಣ ಸ್ವಾಮಿ ಜಿಲ್ಲಾಧ್ಯಕ್ಷರ ಹೆಚ್. ಗಣೇಶ್, ಅಂಡಪುರ ಅಭಿನಂದಿಸಿದ್ದಾರೆ. [33,1755,392,1966]
story3-headline-2: ಕರ್ನಾಟಕ ಜಾನಪದ ಅಕಾಡೆಮಿ ಪ್ರಶಸ್ತಿ ಪ್ರದಾನ [33,1532,395,1562]
story4-column-1-text: ಚಿಕ್ಕನಾಯಕನಹಳ್ಳಿ: ಎಲ್ಲಾ ದಾರ್ಶನಿಕರು ಸಮಾಜದ ಒಳಿತಿಗಾಗಿ ಸಂದೇಶವನ್ನು ನೀಡಿದ್ದಾರೆ ಅಂತಹವರನ್ನು ನಾವು ತಿಳಿದುಕೊಳ್ಳುವ ಜೊತೆಗೆ ನಮ್ಮ ಜೀವನದಲ್ಲಿ ಅವರ ತತ್ವಾದರ್ಶಗಳನ್ನು ಅಳವಡಿಸಿಕೊಂಡು ಸಮಾಜದಲ್ಲಿ ಪ್ರೀತಿ ವಿಶ್ವಾಸದಿಂದ ನೆಮ್ಮದಿಯ ಜೀವನ ನಡೆಸಿದರೆ ಅದೇ ಸಾರ್ಥಕ ಎಂದು ಶಾಸಕ ಸಿ.ಬಿ.ಸುರೇಶ್‌ಬಾಬು ತಿಳಿಸಿದರು. ಪಟ್ಟಣದ ತಾಲ್ಲೂಕು ಆಡಳಿತ ಸೌಧದಲ್ಲಿ ಏರ್ಪಡಿಸಲಾಗಿದ್ದ ಶ್ರೀಯೋಗಿನಾರೇಯಣ ಯತೀಂದ್ರರ 300ನೇ ವರ್ಷದ ಜಯಂತೋತ್ಸವ ಕಾರ್ಯಕ್ರಮದಲ್ಲಿ ಪಾಲ್ಗೊಂಡು ಮಾತನಾಡಿದ ಅವರು ಶ್ರೀಯೋಗಿನಾರೇಯಣ ಯತೀಂದ್ರರು ಎಲ್ಲಾ ವರ್ಗದ ಜನರನ್ನು ಒಂದೇ ದೃಷ್ಟಿಯಲ್ಲಿ ಕಾಣಬೇಕು ಜಾತಿ ಪದ್ದತಿಯನ್ನು ವಿರೋಧಿಸಿದ ಮಹಾನ್ ವ್ಯಕ್ತಿ, ಅವರು ತತ್ವಪದಗಳನ್ನು ರಚಿಸುವ ಜೊತೆಗೆ ಕಾಲಜ್ಞಾನವನ್ನು ಬರೆದು ಸಮಾಜಕ್ಕೆ ಕೊಡುಗೆ ನೀಡಿದ್ದಾರೆ. ಎಲ್ಲಾ ಜನಾಂಗದವರು ಒಂದೇ ಎಂಬುದನ್ನು ಸಾರಿದ ಮಹಾತ್ಮರು ಅವರ ಆದರ್ಶಗಳನ್ನು ಯುವಜನತೆ ಪಾಲಿಸಬೇಕು ಎಂದರು. [410,1598,628,1984]
story2-under-photo-a [369,1271,595,1490]
sidebar1-text [1125,328,1479,856]
column-divider [399,1499,401,2288]
notice-body: 2025–26 ನೇ ಸಾಲಿನಲ್ಲಿ ಮುಂದುವರೆದ ಮೂಲಭೂತ ಸೌಕರ್ಯ CAMPA ಯೋಜನೆಯಡಿ ತುಮಕೂರು ಪ್ರಾದೇಶಿಕ ವಿಭಾಗ, ಮಧುಗಿರಿ ಉಪ ವಿಭಾಗದ ಸಸ್ಯ ಕಾಮಗಾರಿಗಳನ್ನು ನಿರ್ವಹಿಸುವ ಸಲುವಾಗಿ ಅರ್ಹ ಗುತ್ತಿಗೆದಾರರಿಂದ ದ್ವಿ–ಲಕೋಟೆ ಪದ್ಧತಿಯಲ್ಲಿ ಇ–ಟೆಂಡರ್ ಅಹ್ವಾನಿಸಲಾಗಿದೆ. ಒಟ್ಟು 01 ಕಾಮಗಾರಿಯ ಅಂದಾಜು ಮೊತ್ತ ರೂ.24,43,000/- ಇಎಂಡಿ ರೂ.50,000/- ದಿನಾಂಕ:05-03-2026 ರ ಸಂಜೆ 5.00 ಗಂಟೆ ಒಳಗಾಗಿ ಸಲ್ಲಿಸುವುದು. ಇ–ಟೆಂಡರ್ ತೆರೆಯುವ ದಿನಾಂಕ: 06-03-2026 ರಂದು ಅಪರಾಹ್ನ 3–00 ಗಂಟೆಗೆ ತಾಂತ್ರಿಕ ಬಿಡ್ಡುಗಳನ್ನು ತೆರೆಯಲಾಗುವುದು. ಹೆಚ್ಚಿನ ವಿವರಗಳಿಗೆ ಇ–ಪ್ರೊಕ್ಯೂರ್‌ಮೆಂಟ್ ವೆಬ್ ಪೋರ್ಟಲ್ ನೋಡುವುದು. ಹೆಚ್ಚಿನ ಮಾಹಿತಿಗಾಗಿ ವೆಬ್‌ಸೈಟ್ ವಿಳಾಸ - http://www. kppp.karnataka.gov.in. [1132,1821,1469,2012]
story5-headline-2: ಸ್ವಾಮಿ ಬ್ರಹ್ಮ ರಥೋತ್ಸವ [1122,1062,1483,1095]
divider [30,239,1107,241]
story1-column-1 [33,246,282,856]
story1-column-3 [557,464,806,856]
ad-title: ತುಮಕೂರು ಮಿತ್ರ ಕನ್ನಡ ದಿನಪತ್ರಿಕೆ [1184,898,1416,923]
notice-address: ಮಧುಗಿರಿ ಉಪ ವಿಭಾಗ (ಪ್ರಾದೇಶಿಕ) ಶಿರಾ ರಸ್ತೆ, ಕೃಷಿ ನಿರ್ದೇಶಕರ ಕಛೇರಿ ಬಳಿ, ಮಧುಗಿರಿ-572132 [1169,1728,1431,1757]
chariot-festival-photo [33,2059,392,2237]
sidebar1-headline-1: ವಿದ್ಯಾರ್ಥಿಗಳು ವೈಜ್ಞಾನಿಕ ಮನೋಭಾವ [1183,118,1422,141]
sidebar1-text-body: ಹುಲಿಯೂರು: ವಿದ್ಯಾರ್ಥಿಗಳು ವೈಜ್ಞಾನಿಕ ಮನೋಭಾವ ಬೆಳೆಸಿಕೊಂಡು, ವಿಜ್ಞಾನದ ಅಧ್ಯಯನದಲ್ಲಿ ತೊಡಗಿಕೊಳ್ಳಬೇಕು. ಹೊಸ ಆನ್ವೇಷಣೆಗಳನ್ನು ಮಾಡಬೇಕು ಎಂದು ಇಸ್ರೋ ವಿಜ್ಞಾನಿ ಡಾ.ಶ್ರೀನಿವಾಸ್ ಹೇಳಿದರು. ಹುಲಿಯೂರು ಹೋಬಳಿಯ ದೊಡ್ಡದಾರದ ಜೆಸಿಎಂ ಇಂಟರ್ ನ್ಯಾಷನಲ್ ಸ್ಕೂಲ್‌ನಲ್ಲಿ ಶನಿವಾರ ವಿಶ್ವರಿಸಿದ್ದ ರಾಷ್ಟ್ರೀಯ ವಿಜ್ಞಾನ ದಿನಾಚರಣೆ ಅಂಗವಾಗಿ ಏರ್ಪಡಿಸಿದ್ದ ಸ್ಪೇಸ್ ಸ್ಟ್ರೆಸ್ ಅವರ್ನೆಸ್ ಕಾರ್ಯಕ್ರಮ ಉದ್ಘಾಟಿಸಿ ಅವರು ಮಾತನಾಡಿದರು. ವೈಜ್ಞಾನಿಕ ಮನೋಭಾವ, ಕುತೂಹಲ, ಹೊಸ ಕಲಿಕಾ ಅಭ್ಯಾಸ ಮತ್ತು ವಿಜ್ಞಾನದ ಬಗ್ಗೆ ಆಸಕ್ತಿ ಮೂಡಿಸುವ ನಿಟ್ಟಿನಲ್ಲಿ ಅನೇಕ ಚಟುವಟಿಕೆಗಳನ್ನು ಜೆಸಿಎಂ ಇಂಟರ್ ನ್ಯಾಷನಲ್ ಸ್ಕೂಲ್ ಮತ್ತು ತರಾ ಹೌಂಡೇಶನ್ ಸಂಯುಕ್ತ ಆಶ್ರಯದಲ್ಲಿ ಹಮ್ಮಿಕೊಳ್ಳಲಾಗಿತ್ತು. ಬಾಹ್ಯಾಕಾಶ ವಿಜ್ಞಾನ, ಸಂಶೋಧನೆ ಮತ್ತು ಹೊಸ ಆವಿಷ್ಕಾರಗಳ ಬಗ್ಗೆ ವಿದ್ಯಾರ್ಥಿಗಳಿಗೆ ಅರಿವು ಮೂಡಿಸಿದ ಅವರು, ಇಸ್ರೋ ನಡೆದು ಬಂದ ದಾರಿಯನ್ನು ವಿವರಿಸಿದರು. ತಾರಾ ಹೌಂಡೇಷನ್‌ನ ಡಾ.ವಿಶ್ವನಾಥ್ ಮಾತನಾಡಿ ಭಾರತೀಯರ ವಂಶವಾಹಿಯಲ್ಲೇ ಜ್ಞಾನ ಅಡಗಿರುವುದರಿಂದ ನೂರಾರು ವರ್ಷ ಭಾರತವನ್ನು ಲೂಟಿ ಮಾಡಿ ನಮ್ಮಿಂದ ಹಣ, ಬಂಗಾರ ಎಲ್ಲವನ್ನೂ ತೆಗೆದುಕೊಂಡರೂ ಸಹ ಜ್ಞಾನ ಕಿತ್ತುಕೊಳ್ಳಲಾಗಲಿಲ್ಲ ಎಂದರು. ಜೆಸಿಎಂ ಇಂಟರ್ ನ್ಯಾಷನಲ್ ಸ್ಕೂಲ್ ಅಧ್ಯಕ್ಷ ಮಾಜಿ ಸಚಿವ ಜೆ.ಸಿ.ಮಾಧುಸ್ವಾಮಿ, ನಿರಂಜನಮೂರ್ತಿ, ಬಸವರಾಜ್, ಸುರೇಶ್, ಕಾಡಶೆಟ್ಟಿಹಳ್ಳಿ ಸತೀಶ್ ಸೇರಿದಂತೆ ಪೋಷಕರು ಉಪಸ್ಥಿತರಿದ್ದರು. [1125,331,1479,674]
story5-text-wide [1125,1411,1479,1697]
story5-text-narrow [1125,1100,1245,1408]
divider [30,1494,1114,1496]
science-day-banner: NATIONAL SCIENCE DAY [1167,212,1288,273]
